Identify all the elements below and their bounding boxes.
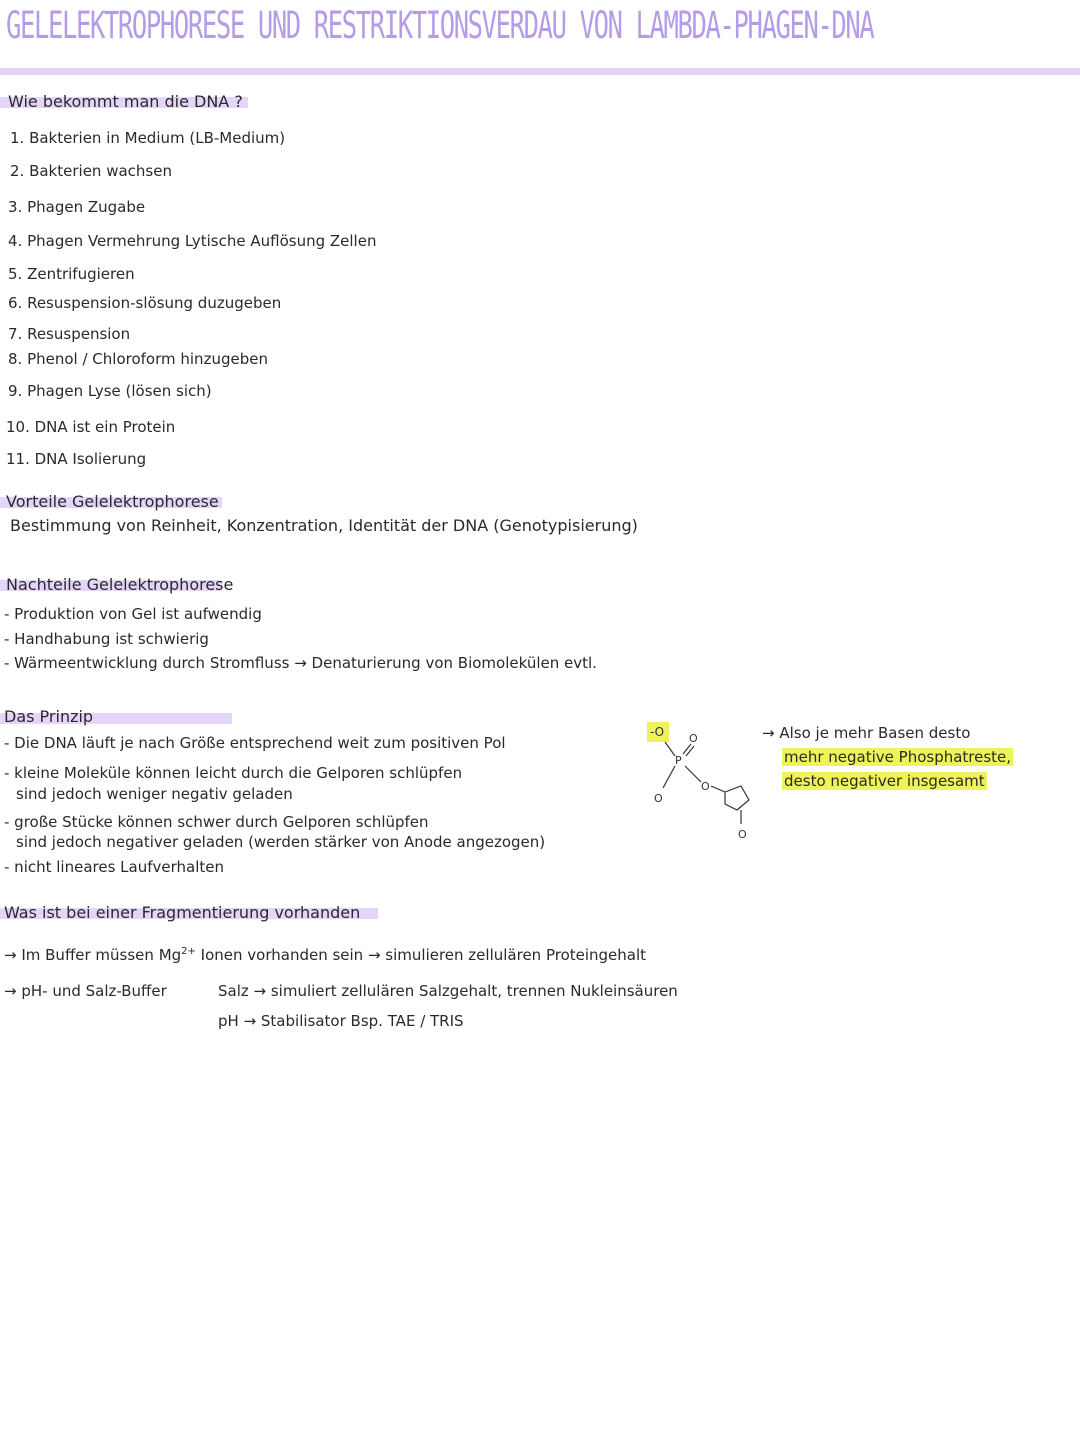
ion-charge: 2+	[181, 946, 196, 957]
prinzip-item: - große Stücke können schwer durch Gelporen schlüpfen	[4, 813, 429, 831]
ph-line: pH → Stabilisator Bsp. TAE / TRIS	[218, 1012, 464, 1030]
step-item: 7. Resuspension	[8, 325, 131, 343]
oxygen-label: O	[689, 732, 698, 745]
step-item: 3. Phagen Zugabe	[8, 198, 146, 216]
phosphorus-label: P	[675, 754, 682, 767]
oxygen-label: O	[701, 780, 710, 793]
step-item: 8. Phenol / Chloroform hinzugeben	[8, 350, 268, 368]
title-underline	[0, 68, 1080, 75]
prinzip-item: - nicht lineares Laufverhalten	[4, 858, 224, 876]
fragmentierung-text: → Im Buffer müssen Mg	[4, 946, 182, 964]
side-note-line	[782, 772, 987, 790]
step-item: 2. Bakterien wachsen	[10, 162, 172, 180]
nachteile-item: - Produktion von Gel ist aufwendig	[4, 605, 262, 623]
section-heading-vorteile: Vorteile Gelelektrophorese	[6, 492, 219, 511]
side-note-line	[782, 748, 1013, 766]
step-item: 9. Phagen Lyse (lösen sich)	[8, 382, 212, 400]
phosphate-sugar-diagram	[645, 720, 765, 845]
buffer-label: → pH- und Salz-Buffer	[4, 982, 167, 1000]
step-item: 6. Resuspension-slösung duzugeben	[8, 294, 282, 312]
oxygen-label: O	[654, 792, 663, 805]
step-item: 10. DNA ist ein Protein	[6, 418, 176, 436]
step-item: 4. Phagen Vermehrung Lytische Auflösung Zellen	[8, 232, 377, 250]
prinzip-item: sind jedoch weniger negativ geladen	[16, 785, 293, 803]
step-item: 5. Zentrifugieren	[8, 265, 135, 283]
page-title: GELELEKTROPHORESE UND RESTRIKTIONSVERDAU VON LAMBDA-PHAGEN-DNA	[6, 4, 874, 47]
section-heading-dna: Wie bekommt man die DNA ?	[8, 92, 243, 111]
prinzip-item: - kleine Moleküle können leicht durch die Gelporen schlüpfen	[4, 764, 463, 782]
section-heading-fragmentierung: Was ist bei einer Fragmentierung vorhanden	[4, 903, 361, 922]
section-heading-nachteile: Nachteile Gelelektrophorese	[6, 575, 234, 594]
side-note-highlight: desto negativer insgesamt	[784, 772, 985, 790]
nachteile-item: - Handhabung ist schwierig	[4, 630, 209, 648]
fragmentierung-text: Ionen vorhanden sein → simulieren zellulären Proteingehalt	[195, 946, 647, 964]
prinzip-item: - Die DNA läuft je nach Größe entsprechend weit zum positiven Pol	[4, 734, 506, 752]
step-item: 1. Bakterien in Medium (LB-Medium)	[10, 129, 286, 147]
prinzip-item: sind jedoch negativer geladen (werden stärker von Anode angezogen)	[16, 833, 546, 851]
fragmentierung-line	[4, 946, 646, 964]
step-item: 11. DNA Isolierung	[6, 450, 147, 468]
charge-label: -O	[650, 725, 665, 739]
side-note-highlight: mehr negative Phosphatreste,	[784, 748, 1012, 766]
section-heading-prinzip: Das Prinzip	[4, 707, 94, 726]
salz-line: Salz → simuliert zellulären Salzgehalt, trennen Nukleinsäuren	[218, 982, 678, 1000]
oxygen-label: O	[738, 828, 747, 841]
side-note-line: → Also je mehr Basen desto	[762, 724, 971, 742]
vorteile-text: Bestimmung von Reinheit, Konzentration, Identität der DNA (Genotypisierung)	[10, 516, 638, 535]
nachteile-item: - Wärmeentwicklung durch Stromfluss → Denaturierung von Biomolekülen evtl.	[4, 654, 597, 672]
